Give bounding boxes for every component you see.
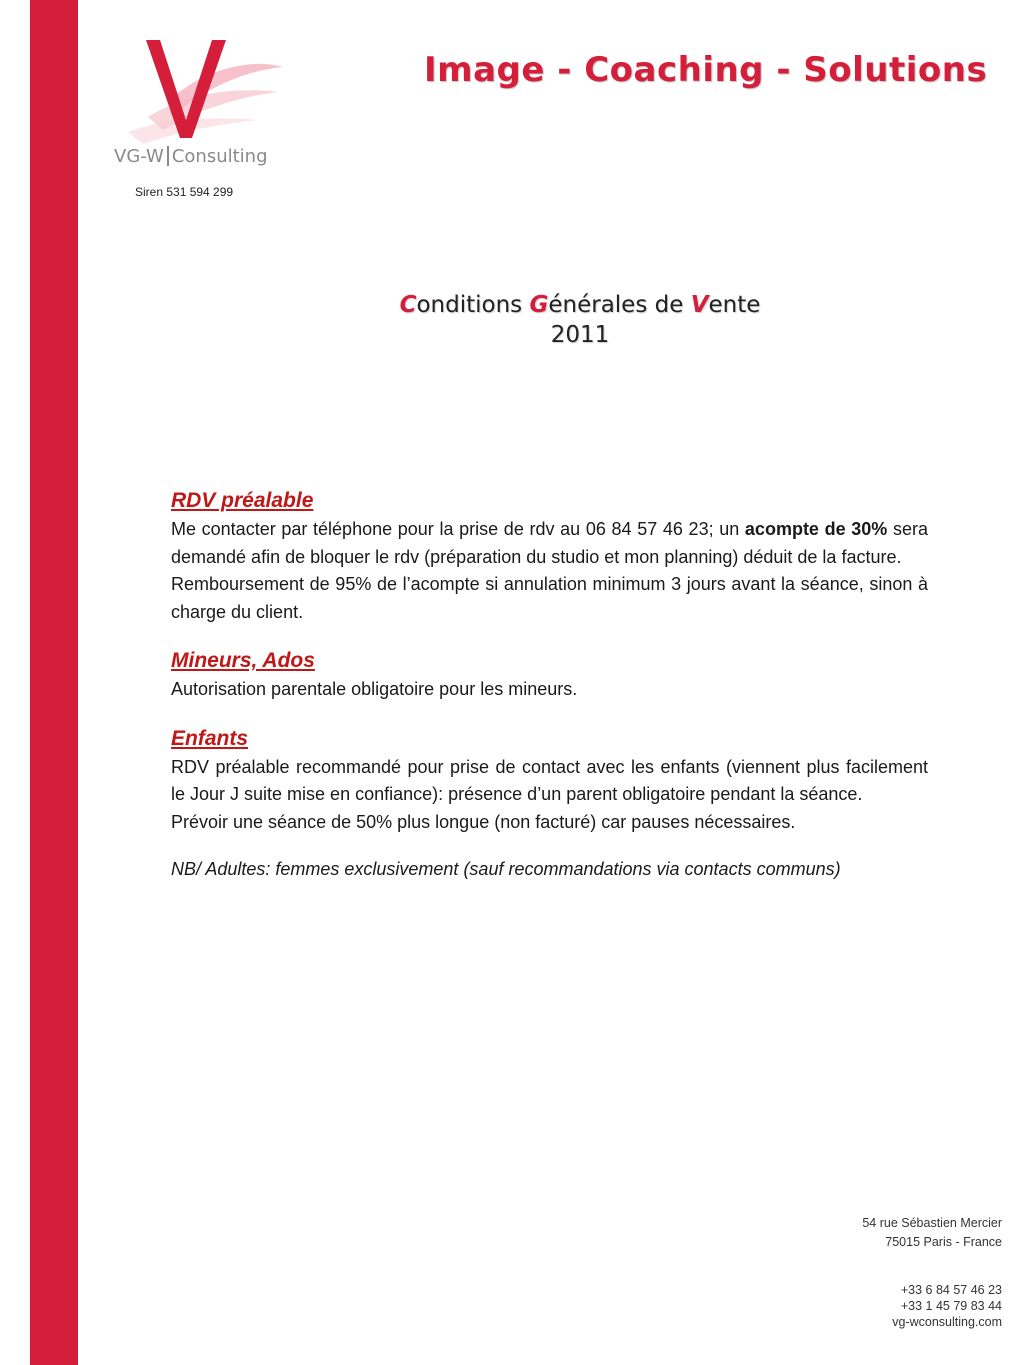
address-line: 54 rue Sébastien Mercier — [862, 1216, 1002, 1230]
document-title — [300, 290, 860, 350]
section-heading: Mineurs, Ados — [171, 649, 315, 672]
section-mineurs — [171, 646, 928, 704]
section-heading: RDV préalable — [171, 489, 314, 512]
title-line — [300, 290, 860, 320]
section-enfants — [171, 724, 928, 837]
section-paragraph: Remboursement de 95% de l’acompte si annulation minimum 3 jours avant la séance, sinon à charge du client. — [171, 574, 928, 622]
section-heading: Enfants — [171, 726, 249, 750]
title-year: 2011 — [550, 322, 610, 348]
footer-contact — [892, 1282, 1002, 1330]
section-rdv — [171, 486, 928, 626]
section-paragraph — [171, 516, 928, 571]
title-v-initial: V — [690, 292, 709, 318]
paragraph-text: sera demandé afin de bloquer le rdv (préparation du studio et mon planning) déduit de la facture. — [171, 519, 928, 567]
siren-number: Siren 531 594 299 — [135, 185, 234, 199]
logo-separator — [167, 146, 169, 166]
nb-note: NB/ Adultes: femmes exclusivement (sauf recommandations via contacts communs) — [171, 859, 841, 879]
website: vg-wconsulting.com — [892, 1315, 1002, 1329]
tagline: Image - Coaching - Solutions — [424, 50, 988, 90]
footer-address — [862, 1214, 1002, 1252]
section-paragraph: RDV préalable recommandé pour prise de contact avec les enfants (viennent plus facilement le Jour J suite mise en confiance): présence d’un parent obligatoire pendant la séance. — [171, 756, 928, 804]
section-paragraph: Prévoir une séance de 50% plus longue (non facturé) car pauses nécessaires. — [171, 811, 796, 832]
title-g-rest: énérales de — [548, 292, 691, 318]
phone-number: +33 6 84 57 46 23 — [900, 1283, 1002, 1297]
left-red-bar — [30, 0, 78, 1365]
section-paragraph: Autorisation parentale obligatoire pour les mineurs. — [171, 679, 578, 699]
title-g-initial: G — [529, 292, 549, 318]
paragraph-text: Me contacter par téléphone pour la prise de rdv au 06 84 57 46 23; un — [171, 519, 745, 539]
conditions-content — [171, 486, 928, 884]
title-c-rest: onditions — [416, 292, 530, 318]
title-v-rest: ente — [708, 292, 761, 318]
logo-text-left: VG-W — [114, 146, 164, 167]
logo-wordmark — [114, 146, 268, 167]
address-line: 75015 Paris - France — [885, 1235, 1002, 1249]
logo-text-right: Consulting — [171, 146, 268, 167]
phone-number: +33 1 45 79 83 44 — [900, 1299, 1002, 1313]
paragraph-bold-text: acompte de 30% — [744, 519, 888, 539]
title-c-initial: C — [399, 292, 417, 318]
